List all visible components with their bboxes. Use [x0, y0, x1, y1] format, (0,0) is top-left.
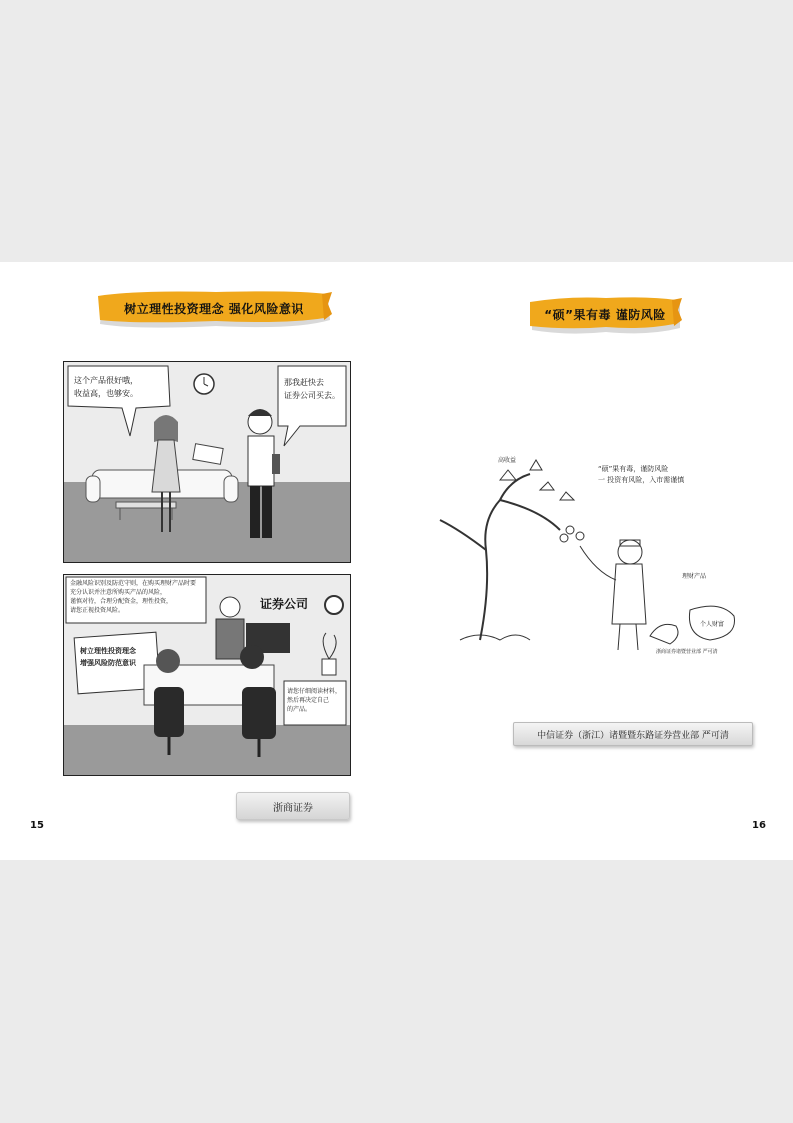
man-speech-bubble: [284, 376, 340, 402]
left-banner-title: 树立理性投资理念 强化风险意识: [124, 301, 304, 316]
caption-line: “硕”果有毒，谨防风险: [598, 465, 669, 473]
caption-line: 一 投资有风险，入市需谨慎: [598, 476, 685, 484]
page-number-right: 16: [752, 820, 766, 831]
author-credit: 中信证券（浙江）诸暨暨东路证券营业部 严可清: [513, 722, 753, 746]
sketch-label-right: 理财产品: [682, 573, 707, 580]
bubble-line: 然后再决定自己: [287, 697, 330, 704]
regulation-caption: [70, 579, 206, 615]
bubble-line: 请您仔细阅读材料，: [287, 688, 342, 695]
right-banner-title: “硕”果有毒 谨防风险: [544, 307, 666, 322]
page-number-left: 15: [30, 820, 44, 831]
bubble-line: 的产品。: [287, 706, 312, 713]
brand-label: 浙商证券: [236, 792, 350, 820]
caption-line: 充分认识并注意所购买产品的风险，: [70, 589, 167, 596]
left-banner: [96, 290, 332, 334]
right-banner: [528, 296, 682, 340]
woman-speech-bubble: [74, 374, 138, 400]
poster-line: 树立理性投资理念: [80, 647, 136, 655]
advisor-speech-bubble: [287, 687, 341, 714]
poster-line: 增强风险防范意识: [80, 659, 136, 667]
bubble-line: 那我赶快去: [284, 378, 324, 387]
caption-line: 谨慎对待，合理分配资金，理性投资，: [70, 598, 173, 605]
sketch-label-bag: 个人财富: [700, 621, 725, 628]
bubble-line: 这个产品很好哦，: [74, 376, 138, 385]
bubble-line: 证券公司买去。: [284, 391, 340, 400]
caption-line: 金融风险识别及防范守则，在购买理财产品时要: [70, 580, 197, 587]
bubble-line: 收益高，也够安。: [74, 389, 138, 398]
comic-panel-2: [63, 574, 351, 776]
sketch-signature: 浙商证券诸暨营业部 严可清: [656, 649, 718, 655]
wall-poster: [80, 645, 136, 669]
caption-line: 请您正视投资风险。: [70, 607, 125, 614]
sketch-label-top: 高收益: [498, 457, 517, 464]
tree-sketch-illustration: [420, 440, 760, 660]
sketch-caption: [598, 464, 684, 486]
comic-panel-1: [63, 361, 351, 563]
company-sign: 证券公司: [260, 597, 309, 611]
